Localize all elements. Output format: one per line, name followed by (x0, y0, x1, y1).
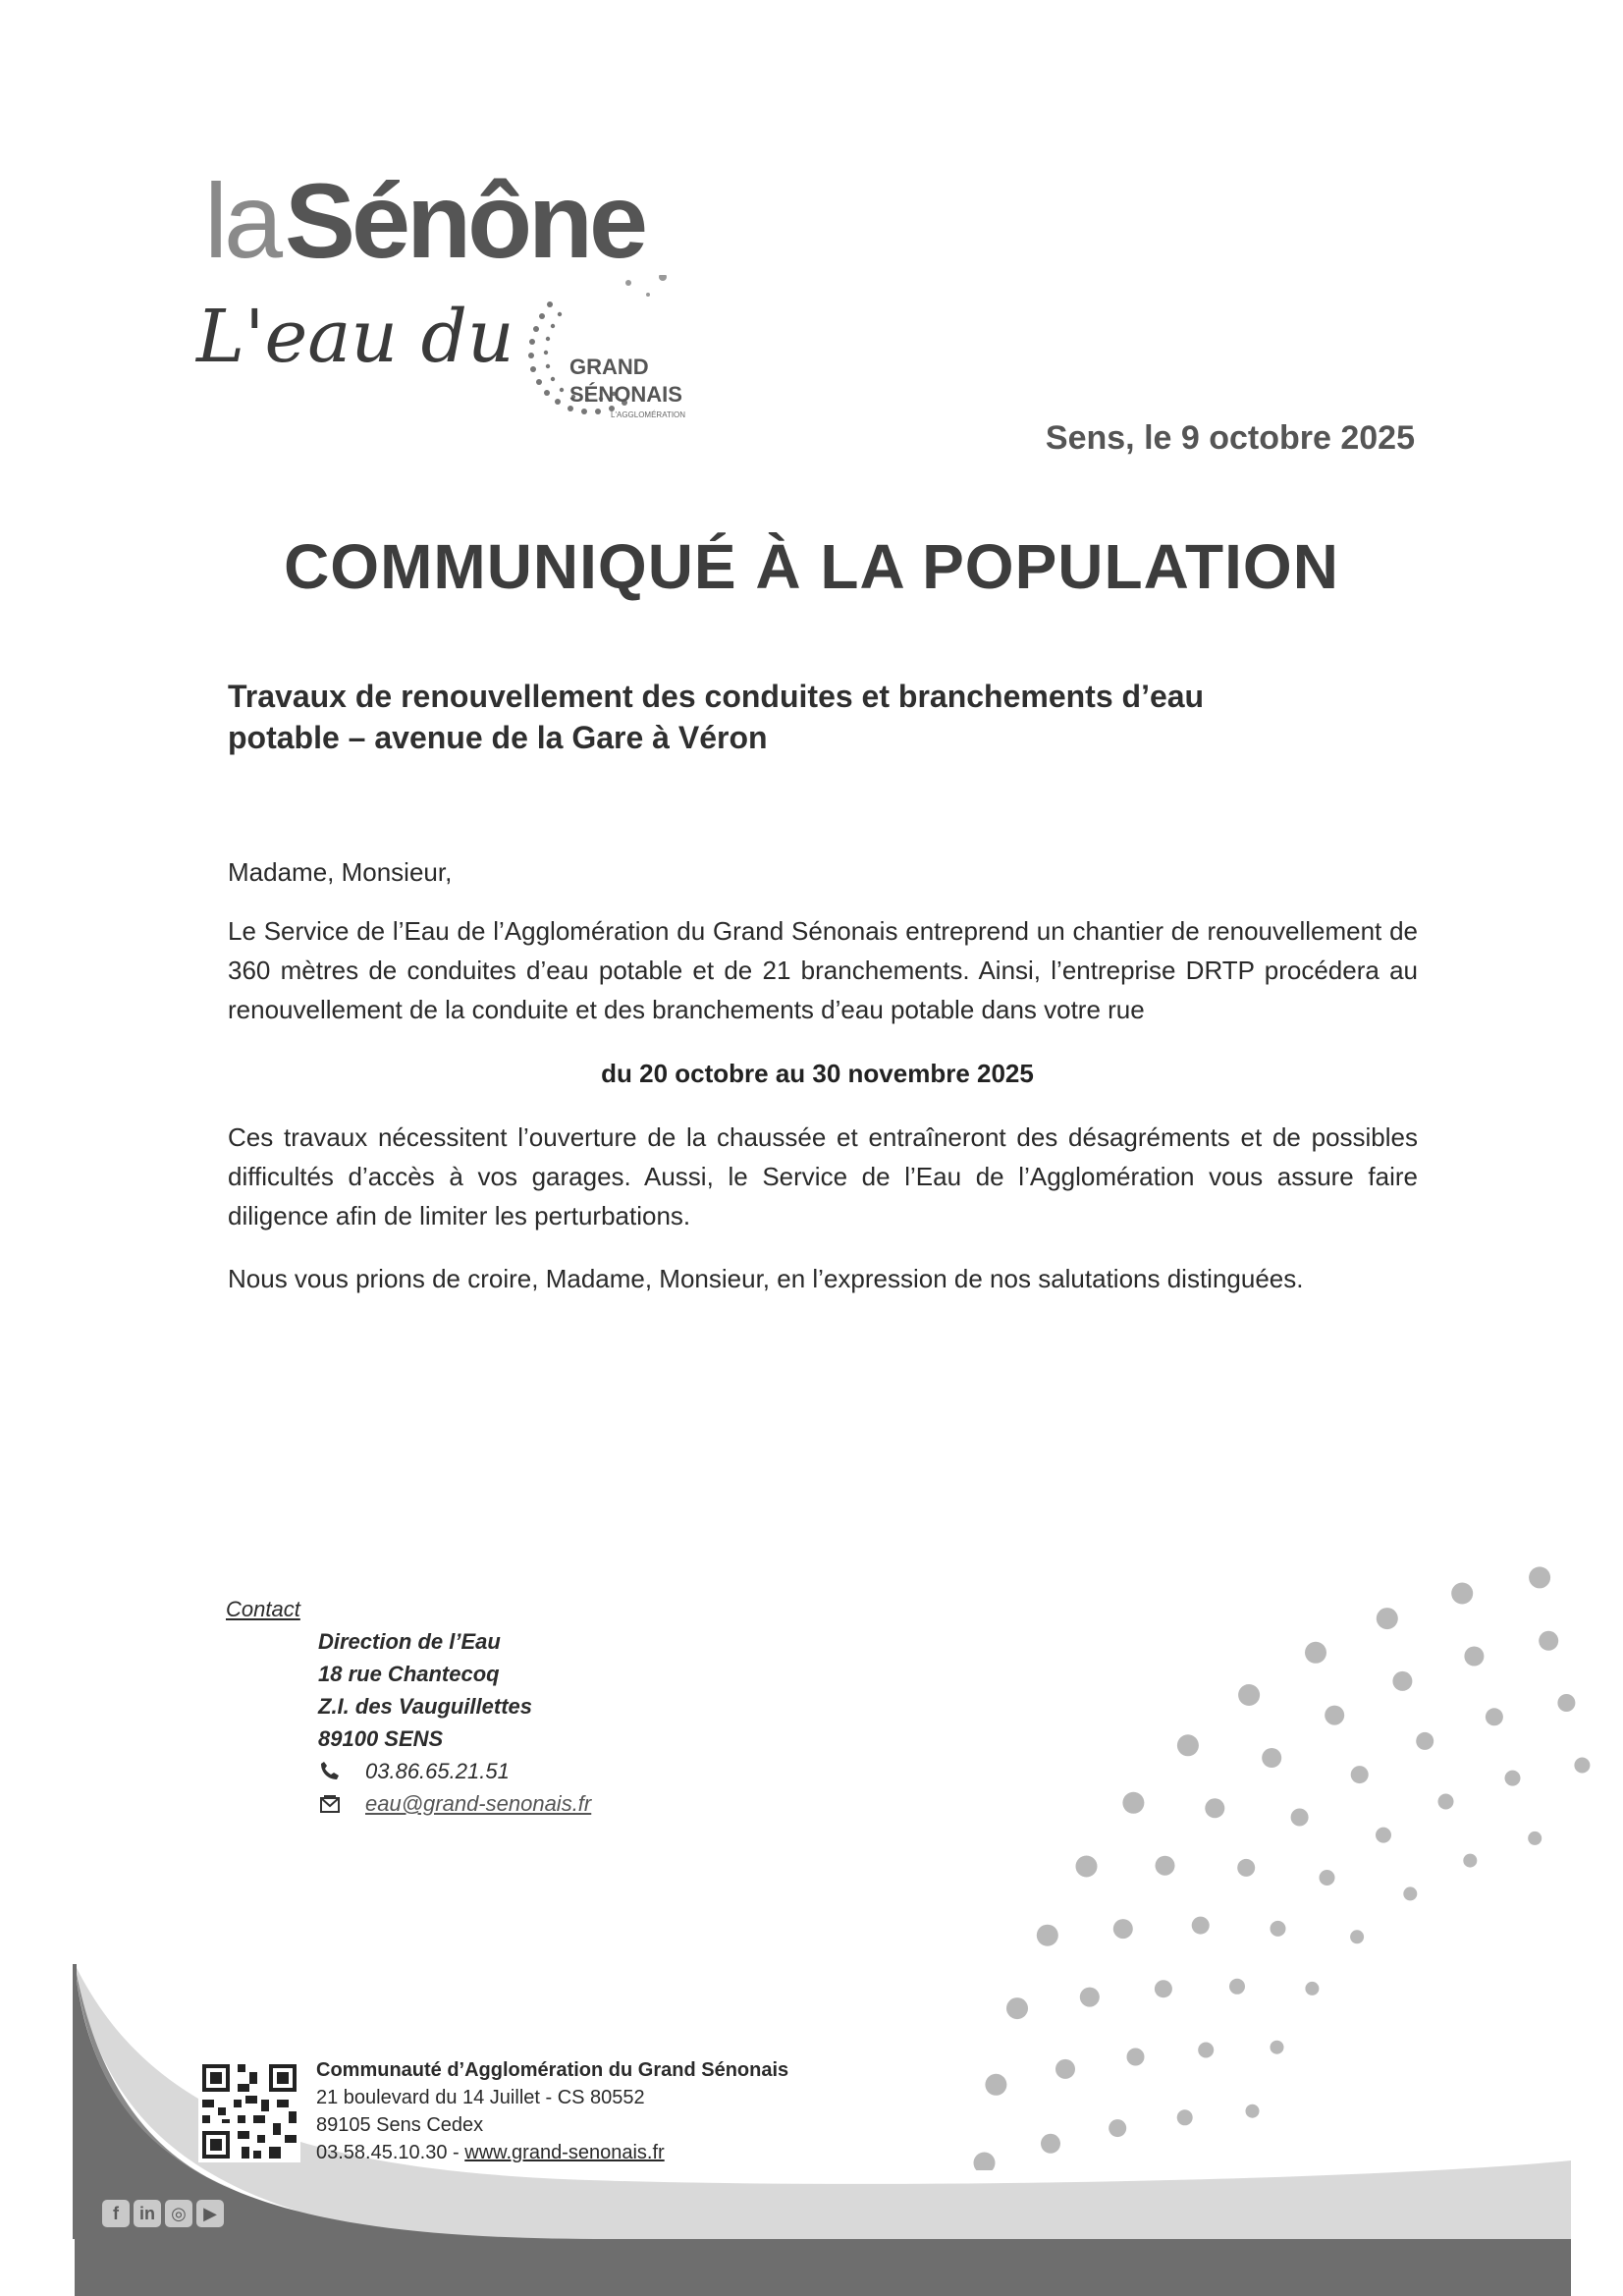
contact-block (226, 1593, 638, 1820)
contact-label: Contact (226, 1597, 300, 1621)
qr-code-icon (198, 2060, 300, 2162)
footer-phone: 03.58.45.10.30 (316, 2142, 448, 2163)
decorative-dot (1403, 1886, 1417, 1900)
paragraph-announcement: Le Service de l’Eau de l’Agglomération du Grand Sénonais entreprend un chantier de renouvellement de 360 mètres de conduites d’eau potable et de 21 branchements. Ainsi, l’entreprise DRTP procédera au renouvellement de la conduite et des branchements d’eau potable dans votre rue (228, 916, 1418, 1024)
decorative-dot (1122, 1792, 1144, 1814)
footer-contact-line (316, 2139, 788, 2166)
page-title: COMMUNIQUÉ À LA POPULATION (284, 531, 1339, 602)
youtube-icon[interactable]: ▶ (196, 2200, 224, 2227)
decorative-dot (1574, 1758, 1590, 1774)
decorative-dot (1376, 1828, 1391, 1843)
footer-address-line-2: 89105 Sens Cedex (316, 2114, 484, 2136)
decorative-dot (1113, 1919, 1133, 1939)
decorative-dot (1238, 1684, 1260, 1706)
contact-street: 18 rue Chantecoq (318, 1662, 500, 1686)
decorative-dot (1529, 1566, 1550, 1588)
contact-phone-row (226, 1755, 638, 1787)
decorative-dot (1416, 1732, 1434, 1750)
decorative-dot (1451, 1583, 1473, 1605)
decorative-dot (1557, 1694, 1575, 1712)
contact-zone: Z.I. des Vauguillettes (318, 1694, 533, 1719)
decorative-dot (1486, 1708, 1503, 1725)
decorative-dot (1464, 1647, 1484, 1667)
paragraph-disruption: Ces travaux nécessitent l’ouverture de la chaussée et entraîneront des désagréments et de possibles difficultés d’accès à vos garages. Aussi, le Service de l’Eau de l’Agglomération vous assure faire diligence afin de limiter les perturbations. (228, 1122, 1418, 1230)
contact-name: Direction de l’Eau (318, 1629, 501, 1654)
decorative-dot (1350, 1930, 1364, 1943)
decorative-dot (1237, 1859, 1255, 1877)
letter-date: Sens, le 9 octobre 2025 (1045, 419, 1415, 457)
decorative-dot (1271, 1921, 1286, 1937)
decorative-dot (1205, 1798, 1224, 1818)
footer-address (316, 2056, 788, 2166)
footer-organization: Communauté d’Agglomération du Grand Sénonais (316, 2059, 789, 2081)
decorative-dot (1262, 1748, 1281, 1768)
footer-separator: - (447, 2142, 465, 2163)
logo-senone: Sénône (285, 161, 645, 280)
contact-email-row (226, 1787, 638, 1820)
logo-eau-du: L'eau du (196, 295, 514, 379)
logo (187, 147, 717, 481)
instagram-icon[interactable]: ◎ (165, 2200, 192, 2227)
subject-heading (228, 676, 1347, 758)
greeting: Madame, Monsieur, (228, 857, 453, 887)
subject-line-1: Travaux de renouvellement des conduites et branchements d’eau (228, 679, 1205, 714)
closing-formula: Nous vous prions de croire, Madame, Monsieur, en l’expression de nos salutations distinguées. (228, 1264, 1304, 1293)
decorative-dot (1377, 1608, 1398, 1629)
decorative-dot (1192, 1917, 1210, 1935)
contact-phone: 03.86.65.21.51 (365, 1759, 510, 1783)
footer-address-line-1: 21 boulevard du 14 Juillet - CS 80552 (316, 2087, 645, 2108)
decorative-dot (1076, 1856, 1098, 1878)
phone-icon (318, 1761, 344, 1782)
contact-city: 89100 SENS (318, 1726, 444, 1751)
decorative-dot (1463, 1854, 1477, 1868)
decorative-dot (1156, 1856, 1175, 1876)
decorative-dot (1392, 1671, 1412, 1691)
contact-email-link[interactable]: eau@grand-senonais.fr (365, 1791, 592, 1816)
decorative-dot (1291, 1809, 1309, 1827)
logo-la: la (204, 161, 280, 280)
decorative-dot (1037, 1925, 1058, 1946)
decorative-dot (1505, 1771, 1521, 1786)
linkedin-icon[interactable]: in (134, 2200, 161, 2227)
envelope-icon (318, 1793, 344, 1815)
decorative-dot (1351, 1766, 1369, 1783)
subject-line-2: potable – avenue de la Gare à Véron (228, 720, 768, 755)
decorative-dot (1325, 1706, 1344, 1725)
decorative-dot (1177, 1734, 1199, 1756)
decorative-dot (1320, 1870, 1335, 1886)
decorative-dot (1539, 1631, 1558, 1651)
decorative-dot (1305, 1642, 1326, 1664)
footer-website-link[interactable]: www.grand-senonais.fr (464, 2142, 665, 2163)
social-links (102, 2200, 224, 2227)
logo-grand-senonais: GRAND SÉNONAIS (569, 355, 682, 407)
logo-agglomeration: L'AGGLOMÉRATION (611, 410, 686, 419)
decorative-dot (1438, 1794, 1454, 1810)
facebook-icon[interactable]: f (102, 2200, 130, 2227)
works-dates: du 20 octobre au 30 novembre 2025 (601, 1059, 1034, 1088)
decorative-dot (1528, 1831, 1542, 1845)
